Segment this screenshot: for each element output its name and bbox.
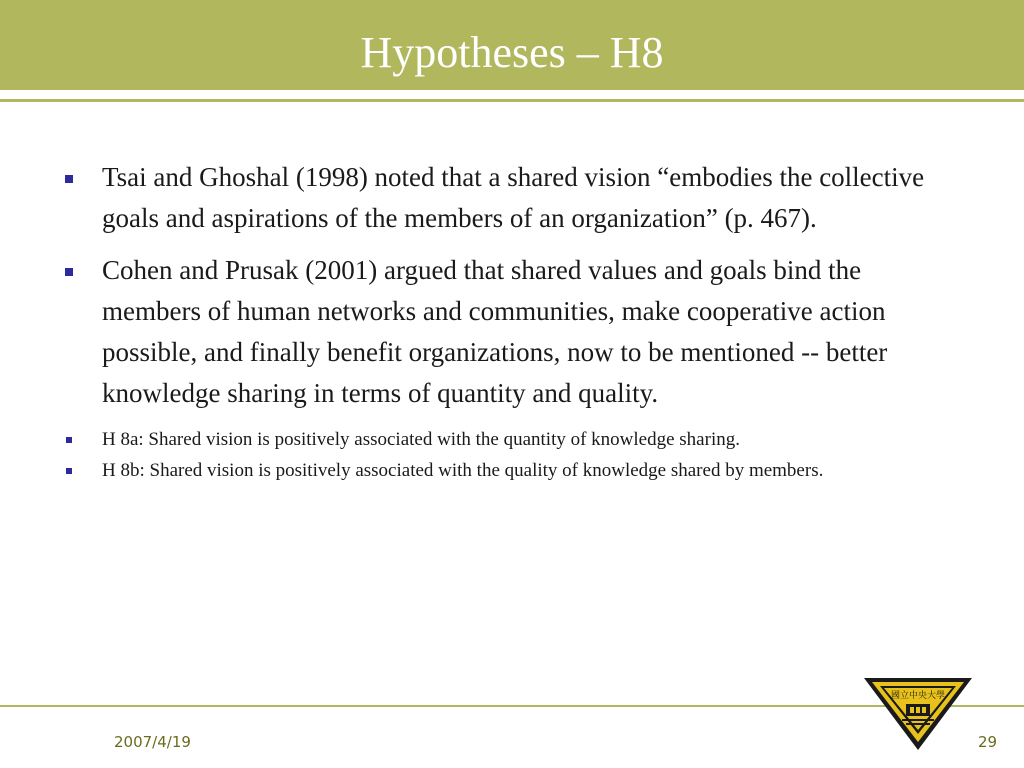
square-bullet-icon: [65, 268, 73, 276]
page-number: 29: [978, 733, 998, 751]
bullet-text: Cohen and Prusak (2001) argued that shared values and goals bind the members of human networks and communities, make cooperative action possible, and finally benefit organizations, now to be mentioned -- better knowledge sharing in terms of quantity and quality.: [102, 255, 888, 408]
university-seal-icon: [862, 676, 974, 752]
title-divider: [0, 99, 1024, 102]
bullet-text: H 8a: Shared vision is positively associated with the quantity of knowledge sharing.: [102, 429, 740, 450]
bullet-text: Tsai and Ghoshal (1998) noted that a shared vision “embodies the collective goals and aspirations of the members of an organization” (p. 467).: [102, 162, 925, 233]
bullet-item: [62, 425, 962, 454]
bullet-item: [62, 456, 962, 485]
square-bullet-icon: [65, 175, 73, 183]
seal-lettering: 國立中央大學: [890, 691, 946, 701]
slide-body: [62, 157, 962, 487]
slide-title: Hypotheses – H8: [360, 28, 664, 77]
square-bullet-icon: [66, 468, 72, 474]
square-bullet-icon: [66, 437, 72, 443]
bullet-text: H 8b: Shared vision is positively associated with the quality of knowledge shared by members.: [102, 460, 824, 481]
footer-date: 2007/4/19: [114, 733, 191, 751]
bullet-item: [62, 157, 962, 239]
bullet-item: [62, 250, 962, 414]
